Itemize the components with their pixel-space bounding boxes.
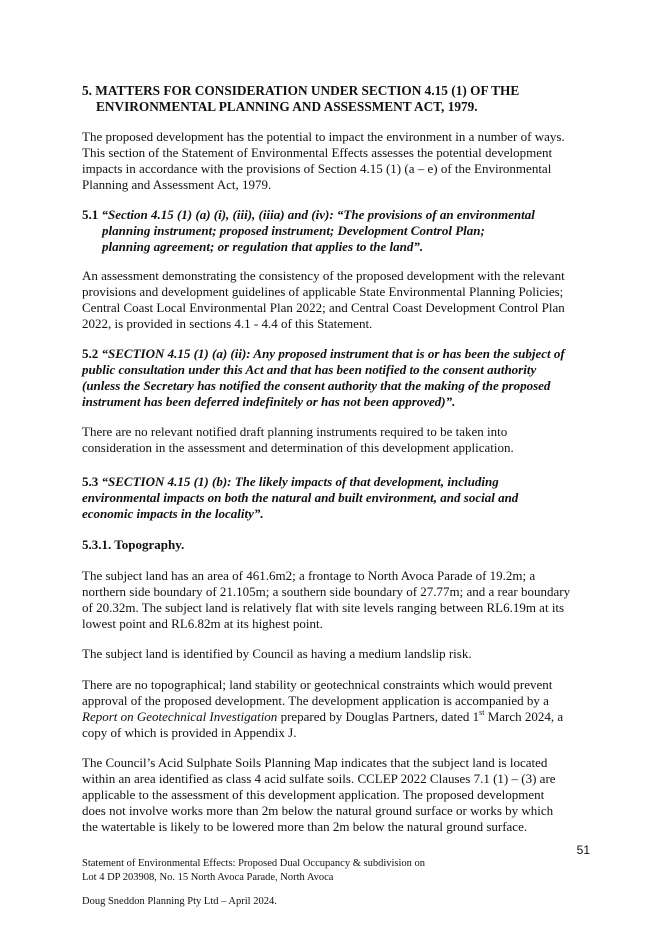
section-5-1-heading <box>82 207 592 255</box>
text-line: copy of which is provided in Appendix J. <box>82 725 297 740</box>
heading-line: “SECTION 4.15 (1) (b): The likely impacts of that development, including <box>101 474 499 489</box>
intro-paragraph <box>82 129 592 193</box>
heading-line: 5. MATTERS FOR CONSIDERATION UNDER SECTION 4.15 (1) OF THE <box>82 83 520 98</box>
text-line: the watertable is likely to be lowered more than 2m below the natural ground surface. <box>82 819 528 834</box>
heading-line: planning instrument; proposed instrument; Development Control Plan; <box>102 223 485 238</box>
report-title: Report on Geotechnical Investigation <box>82 709 278 724</box>
text-line: does not involve works more than 2m below the natural ground surface or works by which <box>82 803 554 818</box>
ordinal-suffix: st <box>479 708 485 717</box>
section-5-2-heading <box>82 346 592 410</box>
topography-paragraph <box>82 568 592 632</box>
landslip-paragraph: The subject land is identified by Council as having a medium landslip risk. <box>82 646 472 661</box>
footer-author: Doug Sneddon Planning Pty Ltd – April 2024. <box>82 896 277 907</box>
section-5-heading <box>82 83 592 115</box>
section-5-3-heading <box>82 474 592 522</box>
heading-line: “SECTION 4.15 (1) (a) (ii): Any proposed instrument that is or has been the subject of <box>101 346 565 361</box>
text-line: northern side boundary of 21.105m; a southern side boundary of 27.77m; and a rear boundary <box>82 584 571 599</box>
text-line: There are no relevant notified draft planning instruments required to be taken into <box>82 424 508 439</box>
footer-document-title <box>82 857 425 885</box>
heading-line: “Section 4.15 (1) (a) (i), (iii), (iiia) and (iv): “The provisions of an environmental <box>101 207 535 222</box>
text-line: provisions and development guidelines of applicable State Environmental Planning Policies; <box>82 284 564 299</box>
text-line: consideration in the assessment and determination of this development application. <box>82 440 514 455</box>
section-5-2-paragraph <box>82 424 592 456</box>
text-line: Planning and Assessment Act, 1979. <box>82 177 272 192</box>
footer-line: Lot 4 DP 203908, No. 15 North Avoca Parade, North Avoca <box>82 872 334 883</box>
heading-line: environmental impacts on both the natural and built environment, and social and <box>82 490 519 505</box>
text-line: of 20.32m. The subject land is relatively flat with site levels ranging between RL6.19m at its <box>82 600 565 615</box>
heading-line: public consultation under this Act and that has been notified to the consent authority <box>82 362 537 377</box>
text-line: The Council’s Acid Sulphate Soils Planning Map indicates that the subject land is located <box>82 755 548 770</box>
text-line: This section of the Statement of Environmental Effects assesses the potential development <box>82 145 553 160</box>
page-number: 51 <box>576 843 590 857</box>
text-line <box>82 709 592 725</box>
text-fragment: prepared by Douglas Partners, dated 1 <box>277 709 480 724</box>
text-line: approval of the proposed development. The development application is accompanied by a <box>82 693 549 708</box>
footer-line: Statement of Environmental Effects: Proposed Dual Occupancy & subdivision on <box>82 858 426 869</box>
text-line: An assessment demonstrating the consistency of the proposed development with the relevant <box>82 268 565 283</box>
section-5-3-1-heading: 5.3.1. Topography. <box>82 537 185 552</box>
text-line: applicable to the assessment of this development application. The proposed development <box>82 787 545 802</box>
text-line: Central Coast Local Environmental Plan 2022; and Central Coast Development Control Plan <box>82 300 565 315</box>
section-number: 5.1 <box>82 207 99 222</box>
heading-line: (unless the Secretary has notified the consent authority that the making of the proposed <box>82 378 551 393</box>
text-fragment: March 2024, a <box>484 709 564 724</box>
acid-sulphate-paragraph <box>82 755 592 835</box>
heading-line: economic impacts in the locality”. <box>82 506 264 521</box>
heading-line: ENVIRONMENTAL PLANNING AND ASSESSMENT ACT, 1979. <box>96 99 478 114</box>
text-line: 2022, is provided in sections 4.1 - 4.4 of this Statement. <box>82 316 373 331</box>
section-number: 5.2 <box>82 346 99 361</box>
text-line: The subject land has an area of 461.6m2; a frontage to North Avoca Parade of 19.2m; a <box>82 568 536 583</box>
heading-line: planning agreement; or regulation that applies to the land”. <box>102 239 424 254</box>
heading-line: instrument has been deferred indefinitely or has not been approved)”. <box>82 394 456 409</box>
text-line: The proposed development has the potential to impact the environment in a number of ways. <box>82 129 565 144</box>
text-line: lowest point and RL6.82m at its highest point. <box>82 616 323 631</box>
text-line: within an area identified as class 4 acid sulfate soils. CCLEP 2022 Clauses 7.1 (1) – (3) are <box>82 771 556 786</box>
section-5-1-paragraph <box>82 268 592 332</box>
section-number: 5.3 <box>82 474 99 489</box>
text-line: There are no topographical; land stability or geotechnical constraints which would prevent <box>82 677 553 692</box>
text-line: impacts in accordance with the provisions of Section 4.15 (1) (a – e) of the Environmental <box>82 161 552 176</box>
geotechnical-paragraph <box>82 677 592 741</box>
